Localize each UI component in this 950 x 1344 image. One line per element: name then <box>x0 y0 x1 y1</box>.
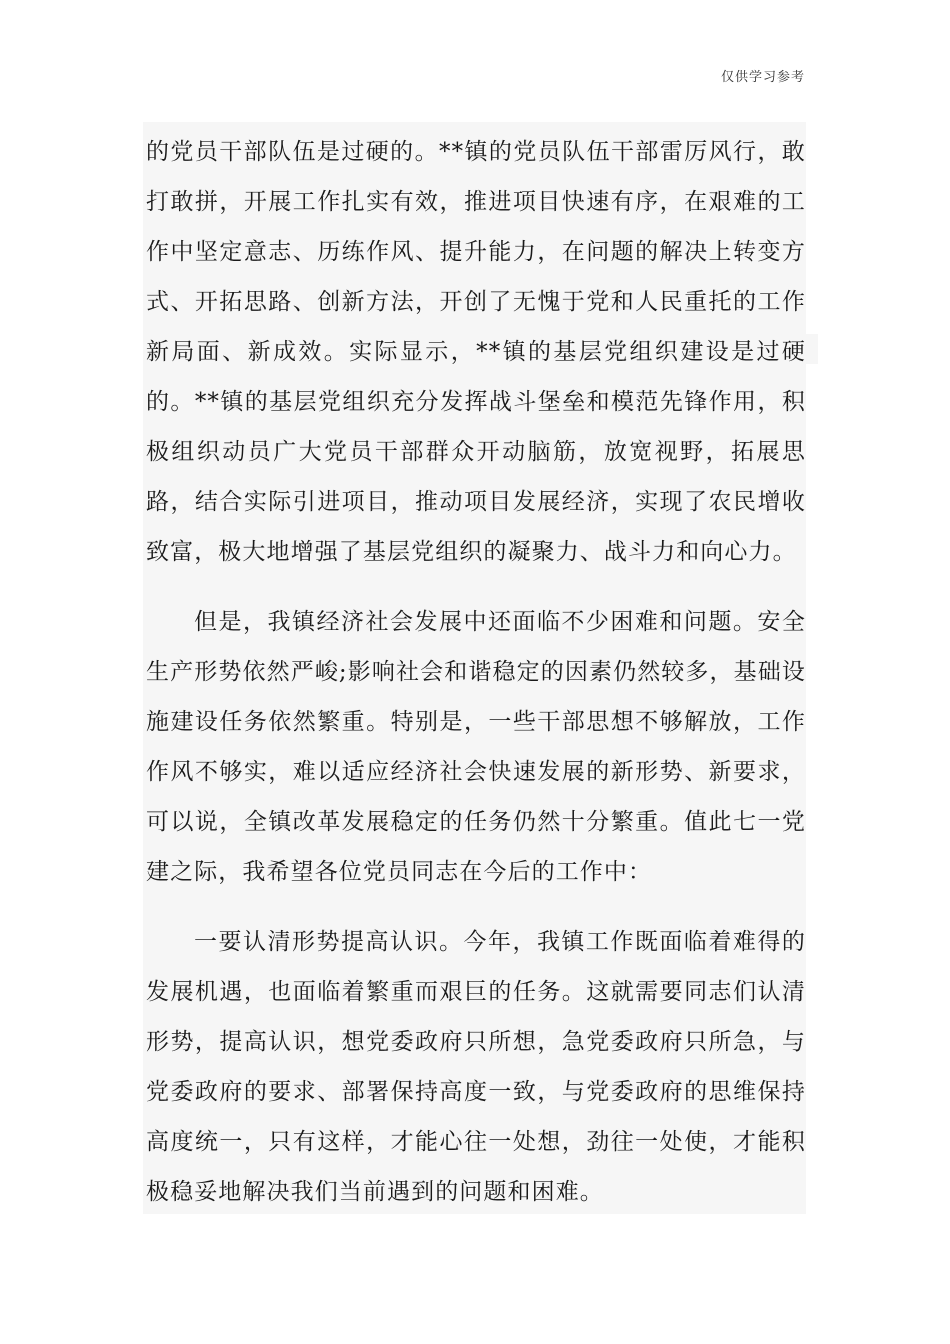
paragraph-2: 但是，我镇经济社会发展中还面临不少困难和问题。安全生产形势依然严峻;影响社会和谐稳定的因素仍然较多，基础设施建设任务依然繁重。特别是，一些干部思想不够解放，工作作风不够实，难以适应经济社会快速发展的新形势、新要求，可以说，全镇改革发展稳定的任务仍然十分繁重。值此七一党建之际，我希望各位党员同志在今后的工作中： <box>146 609 806 885</box>
header-note: 仅供学习参考 <box>720 70 805 85</box>
paragraph-1: 的党员干部队伍是过硬的。**镇的党员队伍干部雷厉风行，敢打敢拼，开展工作扎实有效，推进项目快速有序，在艰难的工作中坚定意志、历练作风、提升能力，在问题的解决上转变方式、开拓思路、创新方法，开创了无愧于党和人民重托的工作新局面、新成效。实际显示，**镇的基层党组织建设是过硬的。**镇的基层党组织充分发挥战斗堡垒和模范先锋作用，积极组织动员广大党员干部群众开动脑筋，放宽视野，拓展思路，结合实际引进项目，推动项目发展经济，实现了农民增收致富，极大地增强了基层党组织的凝聚力、战斗力和向心力。 <box>146 139 806 565</box>
paragraph-3: 一要认清形势提高认识。今年，我镇工作既面临着难得的发展机遇，也面临着繁重而艰巨的任务。这就需要同志们认清形势，提高认识，想党委政府只所想，急党委政府只所急，与党委政府的要求、部署保持高度一致，与党委政府的思维保持高度统一，只有这样，才能心往一处想，劲往一处使，才能积极稳妥地解决我们当前遇到的问题和困难。 <box>146 929 806 1205</box>
content-background-notch <box>806 334 818 364</box>
